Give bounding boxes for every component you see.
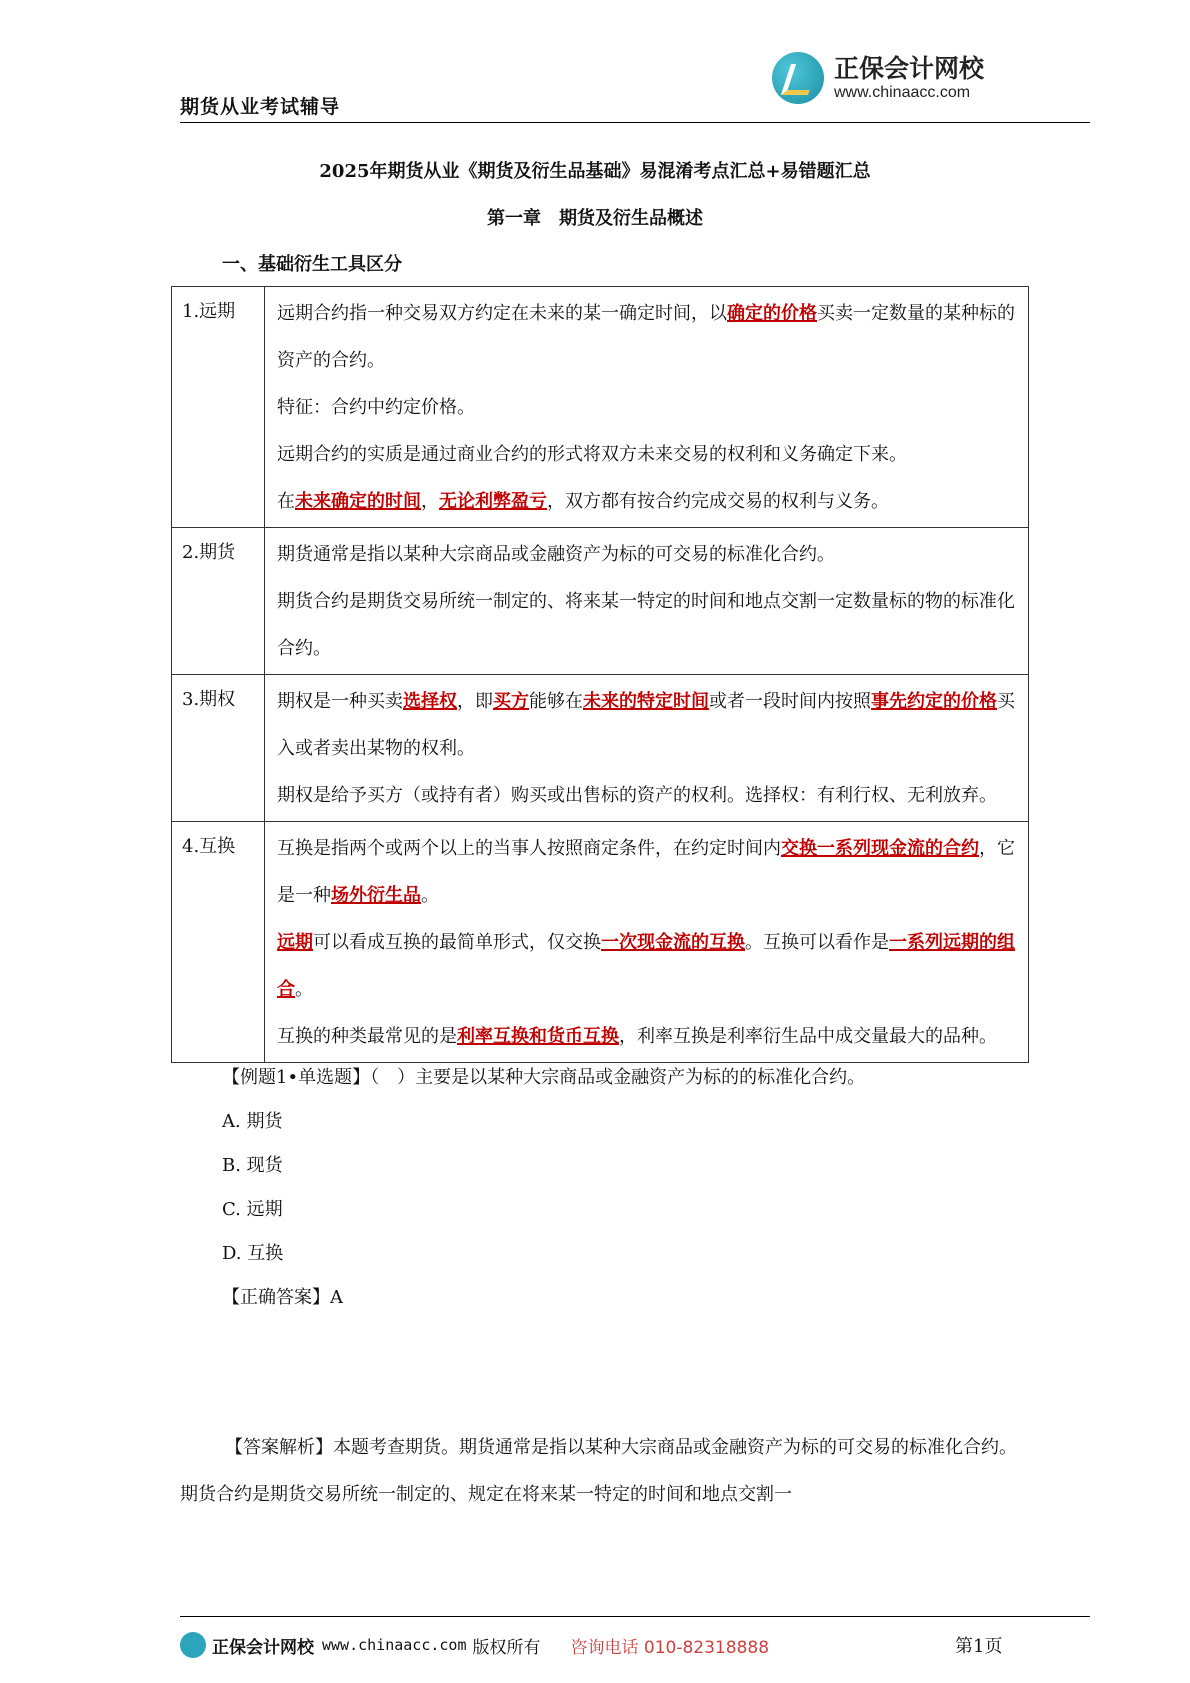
key-term-highlight: 未来确定的时间: [295, 491, 421, 512]
text-segment: ，双方都有按合约完成交易的权利与义务。: [547, 491, 889, 512]
key-term-highlight: 选择权: [403, 691, 457, 712]
term-cell: 2.期货: [172, 528, 265, 675]
definition-paragraph: [277, 772, 1018, 819]
definition-cell: [265, 822, 1029, 1063]
chapter-title: 第一章 期货及衍生品概述: [487, 208, 703, 229]
footer: [180, 1632, 769, 1658]
key-term-highlight: 事先约定的价格: [871, 691, 997, 712]
key-term-highlight: 一次现金流的互换: [601, 932, 745, 953]
definition-cell: [265, 675, 1029, 822]
footer-brand: 正保会计网校: [212, 1637, 314, 1658]
text-segment: 互换的种类最常见的是: [277, 1026, 457, 1047]
footer-phone: 咨询电话 010-82318888: [570, 1637, 770, 1658]
question-stem: 【例题1•单选题】（ ）主要是以某种大宗商品或金融资产为标的的标准化合约。: [222, 1067, 866, 1088]
text-segment: ，: [421, 491, 439, 512]
text-segment: 。互换可以看作是: [745, 932, 889, 953]
definition-cell: [265, 287, 1029, 528]
option-c: C. 远期: [222, 1199, 283, 1220]
text-segment: 可以看成互换的最简单形式，仅交换: [313, 932, 601, 953]
option-a: A. 期货: [222, 1111, 283, 1132]
footer-url[interactable]: www.chinaacc.com: [322, 1636, 467, 1654]
text-segment: 远期合约指一种交易双方约定在未来的某一确定时间，以: [277, 303, 727, 324]
definition-cell: [265, 528, 1029, 675]
text-segment: 买卖一定数量的某种标的资产的合约。: [277, 303, 1015, 371]
key-term-highlight: 无论利弊盈亏: [439, 491, 547, 512]
footer-divider: [180, 1616, 1090, 1617]
term-cell: 4.互换: [172, 822, 265, 1063]
text-segment: ，即: [457, 691, 493, 712]
table-row: [172, 287, 1029, 528]
logo-url: www.chinaacc.com: [834, 84, 971, 101]
table-row: [172, 528, 1029, 675]
text-segment: ，它是一种: [277, 838, 1015, 906]
answer-analysis: 【答案解析】本题考查期货。期货通常是指以某种大宗商品或金融资产为标的可交易的标准化合约。期货合约是期货交易所统一制定的、规定在将来某一特定的时间和地点交割一: [180, 1437, 1017, 1505]
text-segment: 。: [421, 885, 439, 906]
key-term-highlight: 场外衍生品: [331, 885, 421, 906]
key-term-highlight: 确定的价格: [727, 303, 817, 324]
option-b: B. 现货: [222, 1155, 283, 1176]
text-segment: 能够在: [529, 691, 583, 712]
definition-paragraph: [277, 431, 1018, 478]
derivatives-table: [171, 286, 1029, 1063]
document-title: 2025年期货从业《期货及衍生品基础》易混淆考点汇总+易错题汇总: [319, 161, 871, 182]
header-divider: [180, 122, 1090, 123]
text-segment: 期货通常是指以某种大宗商品或金融资产为标的可交易的标准化合约。: [277, 544, 835, 565]
text-segment: 远期合约的实质是通过商业合约的形式将双方未来交易的权利和义务确定下来。: [277, 444, 907, 465]
key-term-highlight: 一系列远期的组合: [277, 932, 1015, 1000]
header-subtitle: 期货从业考试辅导: [180, 96, 341, 118]
text-segment: 互换是指两个或两个以上的当事人按照商定条件，在约定时间内: [277, 838, 781, 859]
key-term-highlight: 利率互换和货币互换: [457, 1026, 619, 1047]
text-segment: 。: [295, 979, 313, 1000]
key-term-highlight: 买方: [493, 691, 529, 712]
key-term-highlight: 交换一系列现金流的合约: [781, 838, 979, 859]
definition-paragraph: [277, 478, 1018, 525]
text-segment: 或者一段时间内按照: [709, 691, 871, 712]
definition-paragraph: [277, 531, 1018, 578]
logo-name: 正保会计网校: [834, 54, 985, 83]
text-segment: 特征：合约中约定价格。: [277, 397, 475, 418]
text-segment: 期权是一种买卖: [277, 691, 403, 712]
text-segment: 期货合约是期货交易所统一制定的、将来某一特定的时间和地点交割一定数量标的物的标准化合约。: [277, 591, 1015, 659]
definition-paragraph: [277, 384, 1018, 431]
definition-paragraph: [277, 678, 1018, 772]
key-term-highlight: 未来的特定时间: [583, 691, 709, 712]
footer-logo-icon: [180, 1632, 206, 1658]
text-segment: ，利率互换是利率衍生品中成交量最大的品种。: [619, 1026, 997, 1047]
answer-line: 【正确答案】A: [222, 1287, 343, 1308]
section-heading: 一、基础衍生工具区分: [222, 254, 402, 275]
brand-logo[interactable]: [772, 52, 984, 104]
text-segment: 期权是给予买方（或持有者）购买或出售标的资产的权利。选择权：有利行权、无利放弃。: [277, 785, 997, 806]
definition-paragraph: [277, 1013, 1018, 1060]
key-term-highlight: 远期: [277, 932, 313, 953]
definition-paragraph: [277, 578, 1018, 672]
table-row: [172, 822, 1029, 1063]
text-segment: 买入或者卖出某物的权利。: [277, 691, 1015, 759]
definition-paragraph: [277, 825, 1018, 919]
term-cell: 3.期权: [172, 675, 265, 822]
option-d: D. 互换: [222, 1243, 284, 1264]
logo-icon: [772, 52, 824, 104]
term-cell: 1.远期: [172, 287, 265, 528]
page-number: 第1页: [955, 1636, 1003, 1657]
definition-paragraph: [277, 290, 1018, 384]
definition-paragraph: [277, 919, 1018, 1013]
table-row: [172, 675, 1029, 822]
footer-rights: 版权所有: [472, 1637, 541, 1658]
text-segment: 在: [277, 491, 295, 512]
